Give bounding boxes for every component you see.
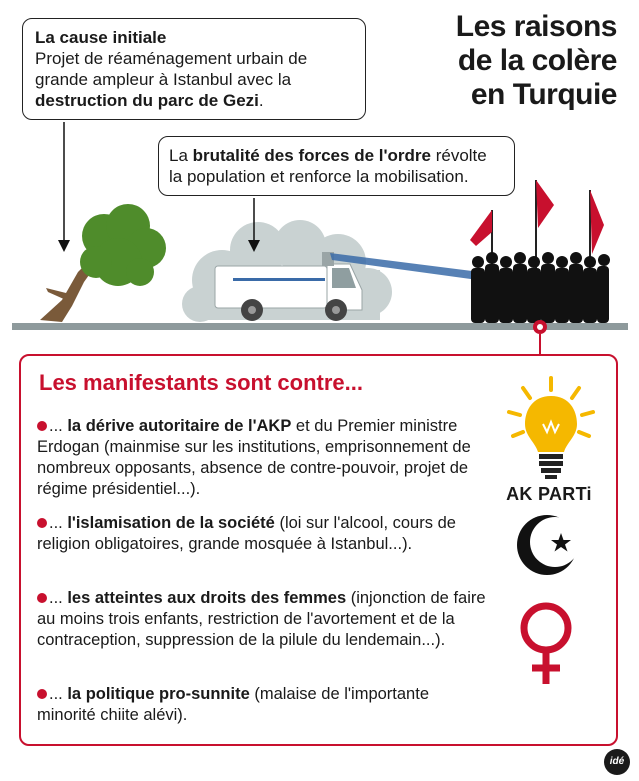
akp-logo-label: AK PARTi (506, 484, 592, 504)
crescent-star-icon (515, 513, 585, 577)
item-bold: la politique pro-sunnite (67, 685, 250, 703)
cause-callout (22, 18, 366, 120)
item-text: (malaise de l'importante minorité chiite alévi). (37, 685, 429, 724)
item-bold: la dérive autoritaire de l'AKP (67, 417, 292, 435)
brutality-text-start: La (169, 146, 193, 165)
title-line-1: Les raisons (455, 10, 617, 43)
protesters-panel (19, 354, 618, 746)
item-text: (loi sur l'alcool, cours de religion obligatoires, grande mosquée à Istanbul...). (37, 514, 456, 553)
cause-text-bold: destruction du parc de Gezi (35, 91, 259, 110)
akp-lightbulb-icon (503, 374, 599, 482)
item-prefix: ... (49, 589, 68, 607)
item-prefix: ... (49, 685, 68, 703)
cause-text: Projet de réaménagement urbain de grande ampleur à Istanbul avec la (35, 49, 308, 89)
brutality-text-bold: brutalité des forces de l'ordre (192, 146, 431, 165)
bullet-icon (37, 518, 47, 528)
brutality-text-end: révolte la population et renforce la mobilisation. (169, 146, 487, 186)
list-item (37, 684, 487, 726)
bullet-icon (37, 689, 47, 699)
cause-heading: La cause initiale (35, 28, 167, 47)
item-prefix: ... (49, 514, 68, 532)
list-item (37, 588, 487, 651)
fallen-tree-icon (40, 204, 166, 322)
page-title (397, 10, 617, 112)
publisher-logo: idé (604, 749, 630, 775)
title-line-2: de la colère (457, 44, 617, 77)
bullet-icon (37, 593, 47, 603)
cause-text-end: . (258, 91, 264, 110)
brutality-callout (158, 136, 515, 196)
list-item (37, 416, 487, 500)
list-item (37, 513, 487, 555)
item-prefix: ... (49, 417, 68, 435)
bullet-icon (37, 421, 47, 431)
protesters-crowd-icon (471, 252, 610, 323)
item-text: et du Premier ministre Erdogan (mainmise sur les institutions, emprisonnement de nombreux opposants, absence de contre-pouvoir, projet de régime présidentiel...). (37, 417, 471, 498)
panel-title: Les manifestants sont contre... (39, 370, 363, 395)
female-symbol-icon (516, 600, 576, 686)
cause-arrow (58, 122, 70, 252)
connector-dot (533, 320, 547, 356)
item-text: (injonction de faire au moins trois enfants, restriction de l'avortement et de la contraception, suppression de la pilule du lendemain...). (37, 589, 486, 649)
title-line-3: en Turquie (470, 78, 617, 111)
item-bold: l'islamisation de la société (67, 514, 275, 532)
item-bold: les atteintes aux droits des femmes (67, 589, 347, 607)
